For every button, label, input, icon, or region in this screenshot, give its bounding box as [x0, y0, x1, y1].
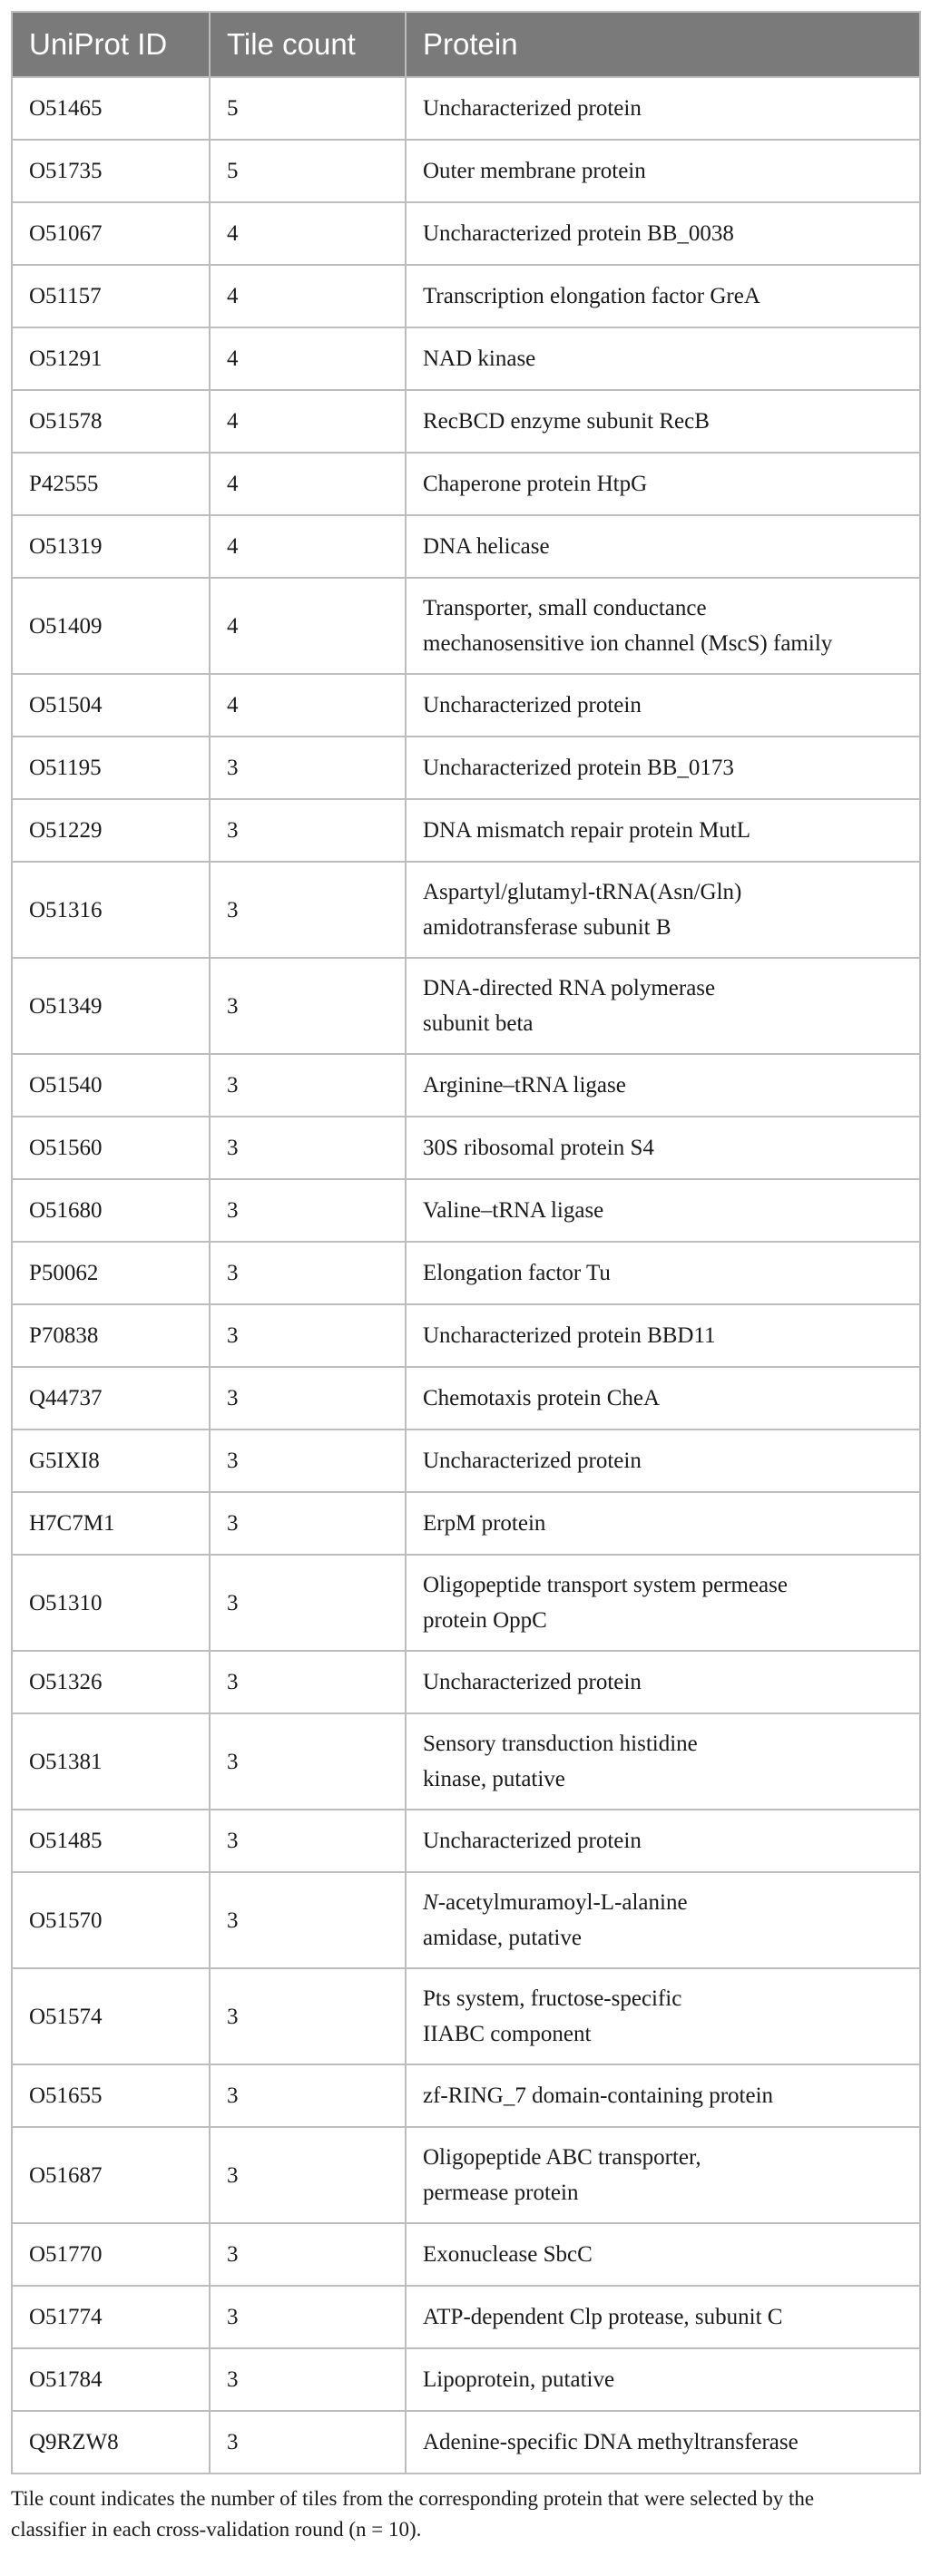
- cell-uniprot-id: O51326: [12, 1651, 210, 1713]
- table-row: [12, 2348, 920, 2411]
- cell-uniprot-id: O51504: [12, 674, 210, 737]
- protein-name-line: RecBCD enzyme subunit RecB: [423, 409, 710, 434]
- cell-protein: [406, 1117, 920, 1179]
- cell-uniprot-id: O51560: [12, 1117, 210, 1179]
- cell-tile-count: 3: [210, 2064, 406, 2127]
- cell-tile-count: 3: [210, 958, 406, 1054]
- table-row: [12, 77, 920, 140]
- cell-uniprot-id: O51540: [12, 1054, 210, 1117]
- protein-name-line: mechanosensitive ion channel (MscS) family: [423, 631, 833, 656]
- cell-protein: [406, 1304, 920, 1367]
- table-row: [12, 1492, 920, 1555]
- table-header: [12, 12, 920, 77]
- cell-tile-count: 4: [210, 578, 406, 674]
- cell-uniprot-id: O51465: [12, 77, 210, 140]
- cell-uniprot-id: O51680: [12, 1179, 210, 1242]
- cell-uniprot-id: P70838: [12, 1304, 210, 1367]
- cell-uniprot-id: O51291: [12, 327, 210, 390]
- table-row: [12, 1367, 920, 1429]
- cell-uniprot-id: P50062: [12, 1242, 210, 1304]
- protein-name-line: Uncharacterized protein: [423, 1829, 642, 1853]
- cell-protein: [406, 2411, 920, 2474]
- cell-protein: [406, 202, 920, 265]
- cell-protein: [406, 2286, 920, 2348]
- table-row: [12, 1810, 920, 1872]
- table-row: [12, 2223, 920, 2286]
- cell-tile-count: 3: [210, 1179, 406, 1242]
- protein-name-line: permease protein: [423, 2181, 579, 2205]
- cell-protein: [406, 390, 920, 453]
- protein-name-line: Exonuclease SbcC: [423, 2242, 593, 2267]
- cell-tile-count: 3: [210, 2127, 406, 2223]
- cell-tile-count: 4: [210, 327, 406, 390]
- cell-tile-count: 3: [210, 1492, 406, 1555]
- cell-tile-count: 3: [210, 1304, 406, 1367]
- cell-protein: [406, 453, 920, 515]
- cell-protein: [406, 1968, 920, 2064]
- cell-uniprot-id: P42555: [12, 453, 210, 515]
- cell-tile-count: 3: [210, 737, 406, 799]
- protein-name-line: Uncharacterized protein: [423, 1449, 642, 1473]
- protein-name-line: Sensory transduction histidine: [423, 1732, 698, 1756]
- table-row: [12, 1651, 920, 1713]
- cell-tile-count: 3: [210, 1968, 406, 2064]
- protein-name-line: Transcription elongation factor GreA: [423, 284, 760, 308]
- cell-uniprot-id: O51735: [12, 140, 210, 202]
- cell-protein: [406, 1810, 920, 1872]
- protein-name-line: DNA-directed RNA polymerase: [423, 976, 716, 1000]
- cell-uniprot-id: O51316: [12, 862, 210, 958]
- cell-uniprot-id: O51485: [12, 1810, 210, 1872]
- protein-name-line: amidase, putative: [423, 1926, 582, 1950]
- cell-uniprot-id: G5IXI8: [12, 1429, 210, 1492]
- protein-name-line: Oligopeptide ABC transporter,: [423, 2145, 701, 2170]
- table-row: [12, 1054, 920, 1117]
- cell-tile-count: 3: [210, 1429, 406, 1492]
- protein-name-line: kinase, putative: [423, 1767, 565, 1791]
- table-row: [12, 265, 920, 327]
- cell-protein: [406, 737, 920, 799]
- table-row: [12, 2127, 920, 2223]
- cell-tile-count: 4: [210, 674, 406, 737]
- cell-tile-count: 3: [210, 1872, 406, 1968]
- caption-line: classifier in each cross-validation round (n = 10).: [11, 2518, 422, 2541]
- cell-uniprot-id: Q9RZW8: [12, 2411, 210, 2474]
- table-row: [12, 1117, 920, 1179]
- cell-uniprot-id: O51349: [12, 958, 210, 1054]
- cell-protein: [406, 1872, 920, 1968]
- cell-tile-count: 3: [210, 1651, 406, 1713]
- table-row: [12, 1872, 920, 1968]
- table-row: [12, 1179, 920, 1242]
- table-row: [12, 799, 920, 862]
- cell-protein: [406, 1429, 920, 1492]
- cell-protein: [406, 578, 920, 674]
- table-row: [12, 1429, 920, 1492]
- cell-protein: [406, 2223, 920, 2286]
- cell-uniprot-id: O51067: [12, 202, 210, 265]
- protein-name-line: Uncharacterized protein BB_0173: [423, 756, 734, 780]
- protein-name-line: protein OppC: [423, 1608, 547, 1633]
- cell-uniprot-id: H7C7M1: [12, 1492, 210, 1555]
- cell-tile-count: 4: [210, 202, 406, 265]
- cell-protein: [406, 1367, 920, 1429]
- cell-uniprot-id: Q44737: [12, 1367, 210, 1429]
- table-row: [12, 1242, 920, 1304]
- table-container: [11, 11, 919, 2545]
- table-row: [12, 2064, 920, 2127]
- cell-uniprot-id: O51229: [12, 799, 210, 862]
- cell-protein: [406, 674, 920, 737]
- cell-protein: [406, 1179, 920, 1242]
- header-tile-count: Tile count: [210, 12, 406, 77]
- cell-uniprot-id: O51319: [12, 515, 210, 578]
- cell-protein: [406, 77, 920, 140]
- cell-tile-count: 3: [210, 862, 406, 958]
- cell-uniprot-id: O51310: [12, 1555, 210, 1651]
- table-row: [12, 958, 920, 1054]
- cell-tile-count: 4: [210, 390, 406, 453]
- cell-uniprot-id: O51655: [12, 2064, 210, 2127]
- table-caption: [11, 2483, 919, 2545]
- protein-name-line: ErpM protein: [423, 1511, 546, 1536]
- caption-line: Tile count indicates the number of tiles from the corresponding protein that were selected by the: [11, 2487, 815, 2510]
- cell-tile-count: 4: [210, 453, 406, 515]
- cell-protein: [406, 2127, 920, 2223]
- cell-uniprot-id: O51574: [12, 1968, 210, 2064]
- cell-tile-count: 3: [210, 2286, 406, 2348]
- protein-name-line: DNA helicase: [423, 534, 550, 559]
- protein-name-line: Oligopeptide transport system permease: [423, 1573, 788, 1597]
- cell-uniprot-id: O51157: [12, 265, 210, 327]
- cell-uniprot-id: O51770: [12, 2223, 210, 2286]
- table-body: [12, 77, 920, 2474]
- cell-protein: [406, 1651, 920, 1713]
- cell-protein: [406, 2064, 920, 2127]
- table-row: [12, 1304, 920, 1367]
- cell-protein: [406, 2348, 920, 2411]
- table-row: [12, 862, 920, 958]
- table-row: [12, 515, 920, 578]
- protein-name-line: Transporter, small conductance: [423, 596, 707, 620]
- protein-name-line: Aspartyl/glutamyl-tRNA(Asn/Gln): [423, 880, 742, 904]
- cell-protein: [406, 958, 920, 1054]
- cell-protein: [406, 799, 920, 862]
- protein-name-line: Chaperone protein HtpG: [423, 472, 648, 496]
- protein-name-line: Uncharacterized protein BBD11: [423, 1323, 716, 1348]
- protein-name-line: Uncharacterized protein: [423, 96, 642, 121]
- table-row: [12, 327, 920, 390]
- table-row: [12, 2286, 920, 2348]
- cell-tile-count: 3: [210, 2348, 406, 2411]
- protein-name-line: Arginine–tRNA ligase: [423, 1073, 626, 1098]
- cell-uniprot-id: O51687: [12, 2127, 210, 2223]
- table-row: [12, 140, 920, 202]
- cell-protein: [406, 1242, 920, 1304]
- cell-protein: [406, 1713, 920, 1810]
- cell-tile-count: 3: [210, 799, 406, 862]
- protein-name-line: Outer membrane protein: [423, 159, 646, 183]
- cell-protein: [406, 1555, 920, 1651]
- protein-name-line: DNA mismatch repair protein MutL: [423, 818, 751, 843]
- table-row: [12, 1555, 920, 1651]
- protein-name-line: Valine–tRNA ligase: [423, 1198, 604, 1223]
- protein-name-line: amidotransferase subunit B: [423, 915, 671, 940]
- cell-tile-count: 3: [210, 1555, 406, 1651]
- protein-name-line: subunit beta: [423, 1011, 534, 1036]
- cell-tile-count: 3: [210, 1713, 406, 1810]
- cell-uniprot-id: O51578: [12, 390, 210, 453]
- protein-table: [11, 11, 921, 2474]
- italic-prefix: N: [423, 1890, 438, 1915]
- cell-uniprot-id: O51409: [12, 578, 210, 674]
- cell-protein: [406, 1054, 920, 1117]
- protein-name-line: Lipoprotein, putative: [423, 2367, 615, 2392]
- protein-name-line: Elongation factor Tu: [423, 1261, 611, 1285]
- cell-tile-count: 5: [210, 140, 406, 202]
- table-row: [12, 737, 920, 799]
- cell-uniprot-id: O51784: [12, 2348, 210, 2411]
- cell-tile-count: 3: [210, 1367, 406, 1429]
- protein-name-line: Chemotaxis protein CheA: [423, 1386, 661, 1410]
- cell-protein: [406, 265, 920, 327]
- table-row: [12, 578, 920, 674]
- protein-name-line: ATP-dependent Clp protease, subunit C: [423, 2305, 783, 2329]
- table-row: [12, 674, 920, 737]
- header-row: [12, 12, 920, 77]
- table-row: [12, 390, 920, 453]
- protein-name-line: Uncharacterized protein: [423, 693, 642, 717]
- table-row: [12, 1713, 920, 1810]
- header-uniprot-id: UniProt ID: [12, 12, 210, 77]
- cell-tile-count: 5: [210, 77, 406, 140]
- protein-name-line: N-acetylmuramoyl-L-alanine: [423, 1890, 688, 1915]
- table-row: [12, 1968, 920, 2064]
- cell-tile-count: 3: [210, 1242, 406, 1304]
- cell-tile-count: 4: [210, 265, 406, 327]
- table-row: [12, 453, 920, 515]
- cell-protein: [406, 327, 920, 390]
- protein-name-line: Uncharacterized protein BB_0038: [423, 221, 734, 246]
- cell-uniprot-id: O51195: [12, 737, 210, 799]
- protein-name-line: 30S ribosomal protein S4: [423, 1136, 654, 1160]
- cell-tile-count: 3: [210, 1054, 406, 1117]
- cell-uniprot-id: O51381: [12, 1713, 210, 1810]
- header-protein: Protein: [406, 12, 920, 77]
- cell-tile-count: 4: [210, 515, 406, 578]
- cell-tile-count: 3: [210, 1810, 406, 1872]
- protein-name-line: IIABC component: [423, 2022, 592, 2046]
- cell-protein: [406, 1492, 920, 1555]
- cell-protein: [406, 140, 920, 202]
- cell-tile-count: 3: [210, 2411, 406, 2474]
- protein-name-line: Adenine-specific DNA methyltransferase: [423, 2430, 799, 2454]
- cell-tile-count: 3: [210, 2223, 406, 2286]
- protein-name-line: zf-RING_7 domain-containing protein: [423, 2083, 774, 2108]
- cell-tile-count: 3: [210, 1117, 406, 1179]
- table-row: [12, 202, 920, 265]
- protein-name-line: NAD kinase: [423, 346, 536, 371]
- protein-name-line: Pts system, fructose-specific: [423, 1986, 682, 2011]
- cell-uniprot-id: O51774: [12, 2286, 210, 2348]
- table-row: [12, 2411, 920, 2474]
- cell-protein: [406, 515, 920, 578]
- protein-name-line: Uncharacterized protein: [423, 1670, 642, 1694]
- cell-protein: [406, 862, 920, 958]
- cell-uniprot-id: O51570: [12, 1872, 210, 1968]
